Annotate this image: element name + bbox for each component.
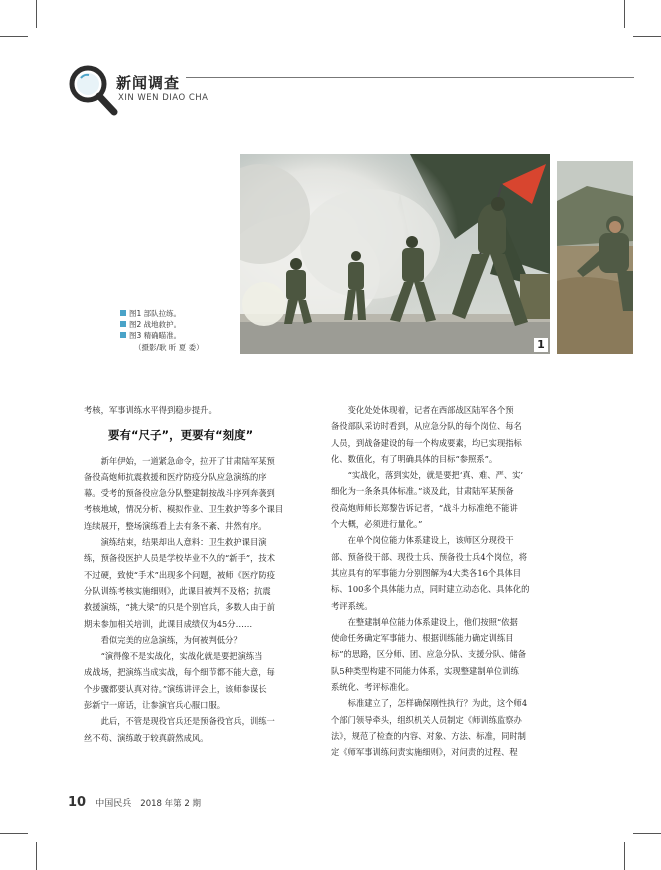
paragraph-line: 考评系统。 — [331, 600, 373, 611]
caption-bullet-icon — [120, 321, 126, 327]
paragraph-line: 在整建制单位能力体系建设上，他们按照“依据 — [347, 616, 518, 627]
caption-text: 精确瞄准。 — [143, 331, 182, 340]
magnifier-icon — [64, 62, 124, 122]
article-column-left — [84, 402, 309, 746]
photo-captions — [120, 308, 204, 353]
crop-mark — [36, 0, 37, 28]
page-number: 10 — [68, 795, 87, 810]
paragraph-line: 化、数值化，有了明确具体的目标“参照系”。 — [331, 453, 498, 464]
section-subtitle: XIN WEN DIAO CHA — [118, 93, 209, 103]
crop-mark — [36, 842, 37, 870]
caption-label: 图3 — [129, 331, 142, 340]
paragraph-line: 标、100多个具体能力点，同时建立动态化、具体化的 — [331, 584, 530, 595]
photo-field-rescue — [557, 161, 633, 354]
paragraph-line: 个部门领导牵头，组织机关人员制定《师训练监察办 — [331, 714, 522, 725]
crop-mark — [633, 833, 661, 834]
header-divider — [186, 77, 634, 78]
paragraph-line: 分队训练考核实施细则》，此课目被判不及格；抗震 — [84, 585, 271, 596]
paragraph-line: 在单个岗位能力体系建设上，该师区分现役干 — [347, 535, 514, 546]
paragraph-line: 备役高炮师抗震救援和医疗防疫分队应急演练的序 — [84, 471, 267, 482]
crop-mark — [624, 0, 625, 28]
paragraph-line: 法》，规范了检查的内容、对象、方法、标准，同时制 — [331, 730, 526, 741]
paragraph-line: 个大概，必须进行量化。” — [331, 519, 423, 530]
crop-mark — [624, 842, 625, 870]
crop-mark — [0, 833, 28, 834]
paragraph-line: 成战场，把演练当成实战，每个细节都不能大意，每 — [84, 667, 275, 678]
paragraph-line: 役高炮师师长郑黎告诉记者，“战斗力标准绝不能讲 — [331, 502, 518, 513]
paragraph-line: 标准建立了，怎样确保刚性执行？为此，这个师4 — [347, 698, 528, 709]
caption-item — [120, 308, 204, 319]
photo-troops-march — [240, 154, 550, 354]
issue-label: 2018 年第 2 期 — [140, 799, 201, 809]
article-subheading: 要有“尺子”，更要有“刻度” — [108, 428, 254, 443]
publication-name: 中国民兵 — [95, 799, 132, 809]
paragraph-line: 丝不苟、演练敢于较真蔚然成风。 — [84, 732, 209, 743]
paragraph-line: 使命任务确定军事能力、根据训练能力确定训练目 — [331, 633, 514, 644]
paragraph-line: 幕。受考的预备役应急分队整建制按战斗序列奔袭到 — [84, 488, 275, 499]
page-footer — [68, 791, 201, 810]
paragraph-line: 此后，不管是现役官兵还是预备役官兵，训练一 — [100, 716, 275, 727]
paragraph-line: “演得像不是实战化，实战化就是要把演练当 — [100, 651, 263, 662]
paragraph-line: “实战化，落到实处，就是要把‘真、难、严、实’ — [347, 470, 524, 481]
paragraph-line: 新年伊始，一道紧急命令，拉开了甘肃陆军某预 — [100, 455, 275, 466]
caption-text: 部队拉练。 — [143, 309, 182, 318]
paragraph-line: 期未参加相关培训，此课目成绩仅为45分…… — [84, 618, 253, 629]
paragraph-line: 彭新宁一席话，让参演官兵心服口服。 — [84, 700, 226, 711]
paragraph-line: 救援演练，“挑大梁”的只是个别官兵，多数人由于前 — [84, 602, 276, 613]
caption-item — [120, 319, 204, 330]
paragraph-line: 变化处处体现着，记者在西部战区陆军各个预 — [347, 405, 514, 415]
crop-mark — [633, 36, 661, 37]
paragraph-line: 定《师军事训练问责实施细则》，对问责的过程、程 — [331, 747, 518, 758]
caption-bullet-icon — [120, 310, 126, 316]
crop-mark — [0, 36, 28, 37]
caption-label: 图1 — [129, 309, 142, 318]
paragraph-line: 人员，到战备建设的每一个构成要素，均已实现指标 — [331, 437, 522, 448]
paragraph-line: 连续展开，整场演练看上去有条不紊、井然有序。 — [84, 520, 267, 531]
caption-label: 图2 — [129, 320, 142, 329]
paragraph-line: 队5种类型构建不同能力体系，实现整建制单位训练 — [331, 665, 519, 676]
caption-bullet-icon — [120, 332, 126, 338]
paragraph-line: 标”的思路，区分师、团、应急分队、支援分队、储备 — [331, 649, 527, 660]
paragraph-line: 演练结束，结果却出人意料：卫生救护课目演 — [100, 537, 267, 548]
photo-credit: （摄影/耿 昕 夏 委） — [134, 343, 204, 352]
paragraph-line: 细化为一条条具体标准。”谈及此，甘肃陆军某预备 — [331, 486, 514, 497]
section-title: 新闻调查 — [116, 74, 181, 92]
article-column-right — [331, 402, 556, 761]
paragraph-line: 备役部队采访时看到，从应急分队的每个岗位、每名 — [331, 421, 522, 432]
paragraph-line: 不过硬，致使“手术”出现多个问题，被师《医疗防疫 — [84, 569, 276, 580]
paragraph-line: 个步骤都要认真对待。”演练讲评会上，该师参谋长 — [84, 683, 267, 694]
paragraph-line: 系统化、考评标准化。 — [331, 682, 414, 693]
caption-text: 战地救护。 — [143, 320, 182, 329]
paragraph-line: 部、预备役干部、现役士兵、预备役士兵4个岗位，将 — [331, 551, 528, 562]
paragraph-line: 练，预备役医护人员是学校毕业不久的“新手”，技术 — [84, 553, 276, 564]
paragraph-line: 其应具有的军事能力分别图解为4大类各16个具体目 — [331, 567, 522, 578]
paragraph-line: 看似完美的应急演练，为何被判低分？ — [100, 634, 242, 645]
photo-number-label: 1 — [534, 338, 548, 352]
caption-item — [120, 330, 204, 341]
lead-line: 考核，军事训练水平得到稳步提升。 — [84, 405, 217, 415]
paragraph-line: 考核地域，情况分析、模拟作业、卫生救护等多个课目 — [84, 504, 284, 515]
